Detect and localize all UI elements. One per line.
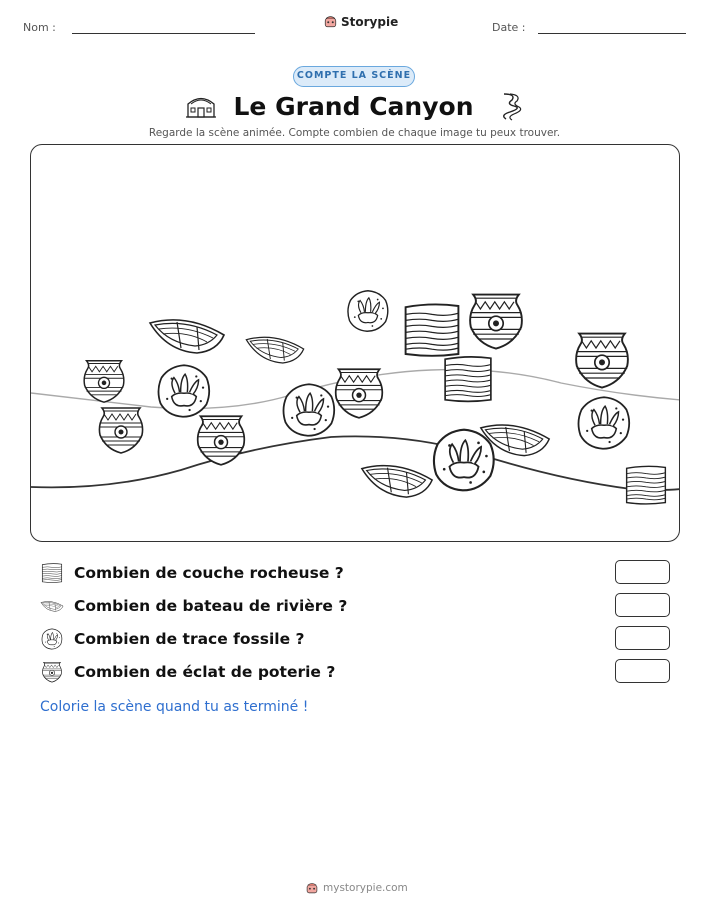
river-boat [362, 466, 432, 497]
fossil-track [158, 365, 209, 417]
pottery-shard [576, 334, 628, 388]
page-title [0, 91, 709, 121]
pottery-shard [470, 295, 522, 349]
rock-layer [445, 357, 491, 401]
pottery-shard [84, 361, 124, 402]
instructions: Regarde la scène animée. Compte combien de chaque image tu peux trouver. [148, 127, 561, 139]
storypie-icon [305, 881, 319, 895]
storypie-icon [323, 14, 338, 29]
question-text: Combien de couche rocheuse ? [74, 564, 344, 582]
coloring-scene[interactable] [30, 144, 680, 542]
answer-box-rock-layer[interactable] [615, 560, 670, 584]
pottery-shard-icon [40, 661, 64, 683]
question-text: Combien de éclat de poterie ? [74, 663, 336, 681]
answer-box-pottery-shard[interactable] [615, 659, 670, 683]
site-url: mystorypie.com [323, 882, 408, 894]
question-fossil-track [40, 626, 670, 652]
name-line[interactable] [72, 33, 255, 34]
pottery-shard [336, 369, 383, 418]
pottery-shard [99, 408, 142, 453]
river-boat [246, 337, 303, 363]
brand-logo [323, 14, 398, 29]
question-rock-layer [40, 560, 670, 586]
title-text: Le Grand Canyon [233, 92, 474, 121]
fossil-track [434, 430, 494, 491]
question-text: Combien de trace fossile ? [74, 630, 305, 648]
fossil-track-icon [40, 628, 64, 650]
river-boat [150, 320, 224, 353]
river-swirl-icon [494, 91, 524, 121]
pottery-shard [198, 416, 245, 465]
rock-layer-icon [40, 562, 64, 584]
rock-layer [406, 304, 459, 355]
date-label: Date : [492, 21, 526, 34]
answer-box-fossil-track[interactable] [615, 626, 670, 650]
canyon-lodge-icon [185, 91, 217, 119]
date-line[interactable] [538, 33, 686, 34]
activity-badge: COMPTE LA SCÈNE [293, 66, 415, 87]
river-boat-icon [40, 595, 64, 617]
question-pottery-shard [40, 659, 670, 685]
footer-site [305, 881, 408, 895]
fossil-track [578, 397, 629, 449]
brand-name: Storypie [341, 14, 399, 29]
answer-box-river-boat[interactable] [615, 593, 670, 617]
question-text: Combien de bateau de rivière ? [74, 597, 348, 615]
question-river-boat [40, 593, 670, 619]
fossil-track [348, 291, 388, 331]
coloring-instruction: Colorie la scène quand tu as terminé ! [40, 699, 309, 715]
name-label: Nom : [23, 21, 56, 34]
rock-layer [627, 466, 666, 504]
fossil-track [283, 384, 334, 436]
